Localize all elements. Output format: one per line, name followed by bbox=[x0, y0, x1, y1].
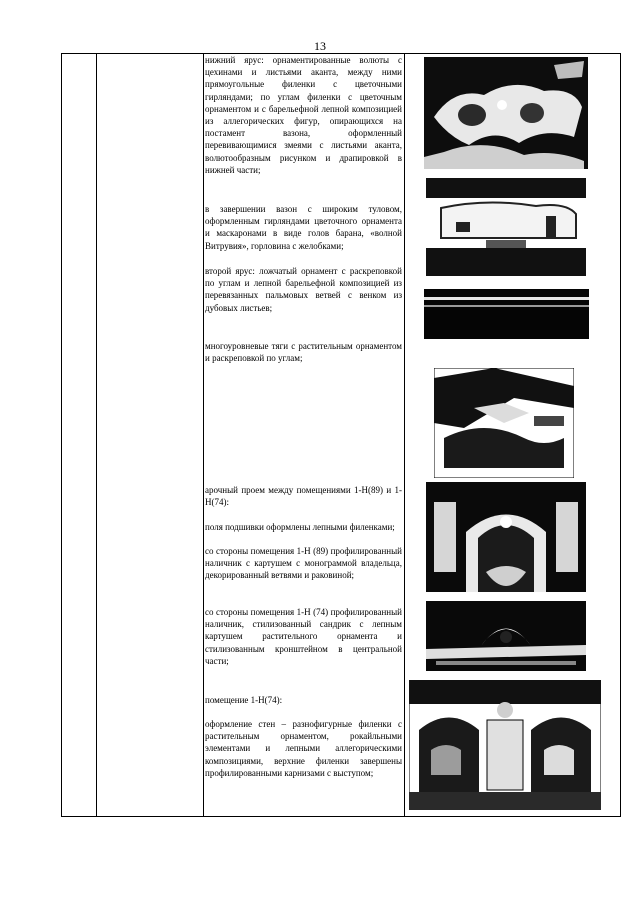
photo-sandrik-room-74 bbox=[426, 601, 586, 671]
photo-room-74-interior bbox=[409, 680, 601, 810]
photo-lower-tier-ornament bbox=[424, 57, 588, 169]
paragraph-arch-opening: арочный проем между помещениями 1-Н(89) и 1-Н(74): bbox=[205, 485, 402, 508]
paragraph-soffit: поля подшивки оформлены лепными филенками; bbox=[205, 522, 395, 532]
column-divider-3 bbox=[404, 54, 405, 816]
page-number: 13 bbox=[314, 39, 326, 53]
photo-vase-finial bbox=[426, 178, 586, 276]
paragraph-vase: в завершении вазон с широким туловом, оформленным гирляндами цветочного орнамента и маскаронами в виде голов барана, «волной Витрувия», горловина с желобками; bbox=[205, 204, 402, 251]
paragraph-lower-tier: нижний ярус: орнаментированные волюты с цехинами и листьями аканта, между ними прямоугольные филенки с цветочными гирляндами; по углам филенки с цветочным орнаментом и с барельефной лепной композицией из аллегорических фигур, опирающихся на постамент вазона, оформленный перевивающимися змеями с листьями аканта, волютообразным рисунком и драпировкой в нижней части; bbox=[205, 55, 402, 175]
monument-table bbox=[61, 53, 621, 817]
paragraph-second-tier: второй ярус: ложчатый орнамент с раскреповкой по углам и лепной барельефной композицией из перевязанных пальмовых ветвей с венком из дубовых листьев; bbox=[205, 266, 402, 313]
photo-second-tier bbox=[424, 289, 589, 339]
paragraph-wall-decor: оформление стен – разнофигурные филенки с растительным орнаментом, рокайльными элементами и лепными аллегорическими композициями, верхние филенки завершены профилированными карнизами с выступом; bbox=[205, 719, 402, 778]
photo-cornices bbox=[434, 368, 574, 478]
paragraph-cornices: многоуровневые тяги с растительным орнаментом и раскреповкой по углам; bbox=[205, 341, 402, 364]
photo-arch-room-89 bbox=[426, 482, 586, 592]
column-divider-2 bbox=[203, 54, 204, 816]
column-divider-1 bbox=[96, 54, 97, 816]
paragraph-room-74-side: со стороны помещения 1-Н (74) профилированный наличник, стилизованный сандрик с лепным картушем растительного орнамента и стилизованным кронштейном в центральной части; bbox=[205, 607, 402, 666]
paragraph-room-74: помещение 1-Н(74): bbox=[205, 695, 283, 705]
paragraph-room-89-side: со стороны помещения 1-Н (89) профилированный наличник с картушем с монограммой владельца, декорированный ветвями и раковиной; bbox=[205, 546, 402, 581]
